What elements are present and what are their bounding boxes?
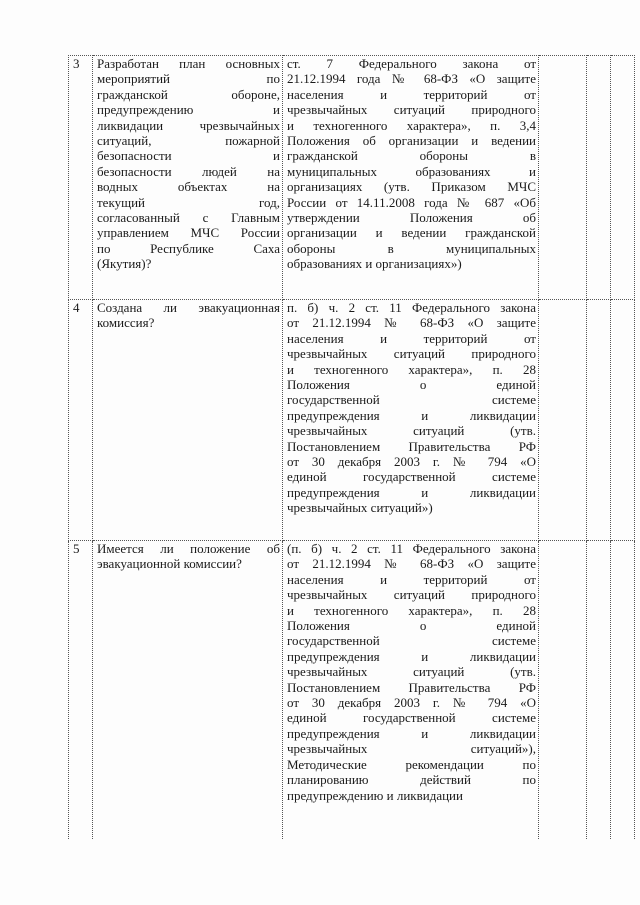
text-line: предупреждения и ликвидации — [287, 648, 536, 664]
table-row — [69, 300, 635, 541]
empty-cell — [539, 300, 587, 541]
text-line: управлением МЧС России — [97, 225, 280, 241]
text-line: гражданской обороны в — [287, 148, 536, 164]
question-cell — [93, 56, 283, 300]
text-line: планированию действий по — [287, 772, 536, 788]
text-line: образованиях и организациях») — [287, 256, 462, 272]
inspection-checklist-table — [68, 55, 635, 839]
text-line: чрезвычайных ситуаций природного — [287, 346, 536, 362]
question-cell — [93, 541, 283, 840]
text-line: населения и территорий от — [287, 571, 536, 587]
empty-cell — [587, 541, 611, 840]
text-line: от 30 декабря 2003 г. № 794 «О — [287, 454, 536, 470]
table-row — [69, 56, 635, 300]
legal-reference-cell — [283, 300, 539, 541]
text-line: государственной системе — [287, 633, 536, 649]
text-line: от 21.12.1994 № 68-ФЗ «О защите — [287, 315, 536, 331]
text-line: ситуаций, пожарной — [97, 133, 280, 149]
text-line: предупреждения и ликвидации — [287, 484, 536, 500]
text-line: комиссия? — [97, 315, 155, 331]
text-line: 21.12.1994 года № 68-ФЗ «О защите — [287, 71, 536, 87]
text-line: Методические рекомендации по — [287, 756, 536, 772]
text-line: Имеется ли положение об — [97, 541, 280, 556]
text-line: предупреждению и — [97, 102, 280, 118]
text-line: и техногенного характера», п. 28 — [287, 361, 536, 377]
text-line: (Якутия)? — [97, 256, 152, 272]
text-line: населения и территорий от — [287, 86, 536, 102]
text-line: чрезвычайных ситуаций») — [287, 500, 433, 516]
text-line: (п. б) ч. 2 ст. 11 Федерального закона — [287, 541, 536, 556]
text-line: организации и ведении гражданской — [287, 225, 536, 241]
text-line: гражданской обороне, — [97, 86, 280, 102]
text-line: чрезвычайных ситуаций»), — [287, 741, 536, 757]
text-line: Разработан план основных — [97, 56, 280, 71]
text-line: Положения об организации и ведении — [287, 133, 536, 149]
empty-cell — [611, 300, 635, 541]
empty-cell — [539, 56, 587, 300]
text-line: эвакуационной комиссии? — [97, 556, 242, 572]
empty-cell — [611, 56, 635, 300]
text-line: и техногенного характера», п. 28 — [287, 602, 536, 618]
text-line: чрезвычайных ситуаций природного — [287, 587, 536, 603]
text-line: организациях (утв. Приказом МЧС — [287, 179, 536, 195]
empty-cell — [539, 541, 587, 840]
text-line: от 21.12.1994 № 68-ФЗ «О защите — [287, 556, 536, 572]
row-number: 4 — [69, 300, 93, 541]
row-number: 3 — [69, 56, 93, 300]
text-line: Положения о единой — [287, 618, 536, 634]
text-line: и техногенного характера», п. 3,4 — [287, 117, 536, 133]
legal-reference-cell — [283, 541, 539, 840]
text-line: единой государственной системе — [287, 469, 536, 485]
empty-cell — [587, 300, 611, 541]
text-line: ст. 7 Федерального закона от — [287, 56, 536, 71]
text-line: п. б) ч. 2 ст. 11 Федерального закона — [287, 300, 536, 315]
text-line: государственной системе — [287, 392, 536, 408]
text-line: единой государственной системе — [287, 710, 536, 726]
text-line: от 30 декабря 2003 г. № 794 «О — [287, 695, 536, 711]
text-line: утверждении Положения об — [287, 210, 536, 226]
text-line: населения и территорий от — [287, 330, 536, 346]
text-line: России от 14.11.2008 года № 687 «Об — [287, 194, 536, 210]
text-line: безопасности людей на — [97, 163, 280, 179]
text-line: предупреждению и ликвидации — [287, 787, 463, 803]
table-row — [69, 541, 635, 840]
text-line: мероприятий по — [97, 71, 280, 87]
row-number: 5 — [69, 541, 93, 840]
empty-cell — [587, 56, 611, 300]
text-line: согласованный с Главным — [97, 210, 280, 226]
text-line: Постановлением Правительства РФ — [287, 438, 536, 454]
text-line: чрезвычайных ситуаций (утв. — [287, 664, 536, 680]
text-line: Постановлением Правительства РФ — [287, 679, 536, 695]
text-line: предупреждения и ликвидации — [287, 407, 536, 423]
legal-reference-cell — [283, 56, 539, 300]
text-line: чрезвычайных ситуаций (утв. — [287, 423, 536, 439]
text-line: Положения о единой — [287, 377, 536, 393]
text-line: обороны в муниципальных — [287, 240, 536, 256]
text-line: предупреждения и ликвидации — [287, 725, 536, 741]
text-line: муниципальных образованиях и — [287, 163, 536, 179]
text-line: чрезвычайных ситуаций природного — [287, 102, 536, 118]
text-line: по Республике Саха — [97, 240, 280, 256]
text-line: ликвидации чрезвычайных — [97, 117, 280, 133]
text-line: Создана ли эвакуационная — [97, 300, 280, 315]
text-line: водных объектах на — [97, 179, 280, 195]
text-line: безопасности и — [97, 148, 280, 164]
empty-cell — [611, 541, 635, 840]
question-cell — [93, 300, 283, 541]
text-line: текущий год, — [97, 194, 280, 210]
